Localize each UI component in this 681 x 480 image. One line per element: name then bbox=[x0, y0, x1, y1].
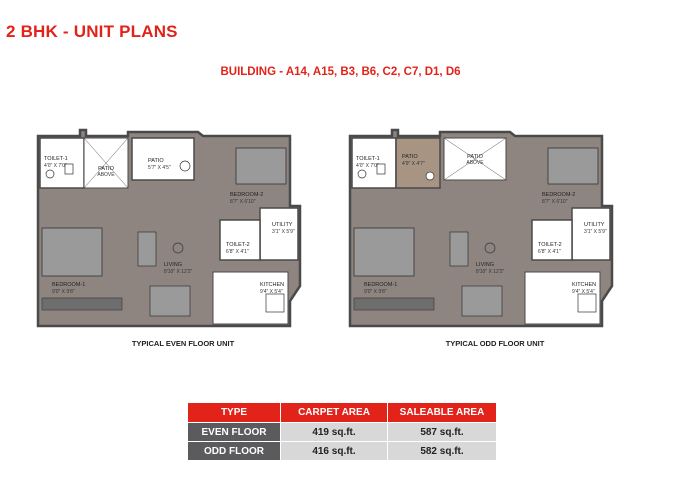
room-label: KITCHEN bbox=[572, 282, 597, 288]
even-floor-caption: TYPICAL EVEN FLOOR UNIT bbox=[131, 339, 235, 348]
bed-icon bbox=[548, 148, 598, 184]
room-dimension: 9'0" X 9'8" bbox=[52, 289, 75, 295]
hob-icon bbox=[578, 294, 596, 312]
room-label: PATIO bbox=[148, 158, 164, 164]
wardrobe-icon bbox=[354, 298, 434, 310]
sofa-icon bbox=[450, 232, 468, 266]
room-label: PATIO bbox=[98, 166, 114, 172]
room-label: BEDROOM-2 bbox=[230, 192, 264, 198]
room-label: UTILITY bbox=[272, 222, 293, 228]
room-dimension: 4'9" X 4'7" bbox=[402, 161, 425, 167]
bed-icon bbox=[42, 228, 102, 276]
hob-icon bbox=[266, 294, 284, 312]
building-subtitle: BUILDING - A14, A15, B3, B6, C2, C7, D1, D6 bbox=[220, 66, 461, 78]
room-label: PATIO bbox=[467, 154, 483, 160]
even-floor-plan bbox=[28, 126, 338, 336]
room-dimension: ABOVE bbox=[97, 172, 115, 178]
row-type: ODD FLOOR bbox=[188, 442, 281, 461]
room-dimension: 4'0" X 7'0" bbox=[44, 163, 67, 169]
room-label: TOILET-1 bbox=[44, 156, 68, 162]
area-table bbox=[187, 402, 497, 461]
room-label: LIVING bbox=[476, 262, 495, 268]
row-type: EVEN FLOOR bbox=[188, 423, 281, 442]
room-label: BEDROOM-2 bbox=[542, 192, 576, 198]
room-label: BEDROOM-1 bbox=[364, 282, 398, 288]
header-carpet-area: CARPET AREA bbox=[281, 403, 388, 423]
room-dimension: 4'0" X 7'0" bbox=[356, 163, 379, 169]
bed-icon bbox=[354, 228, 414, 276]
room-label: LIVING bbox=[164, 262, 183, 268]
room-label: KITCHEN bbox=[260, 282, 285, 288]
room-label: TOILET-1 bbox=[356, 156, 380, 162]
patio-drain-icon bbox=[426, 172, 434, 180]
room-dimension: 5'7" X 4'5" bbox=[148, 165, 171, 171]
room-dimension: 6'8" X 4'1" bbox=[226, 249, 249, 255]
room-dimension: 3'1" X 5'9" bbox=[272, 229, 295, 235]
row-saleable-area: 587 sq.ft. bbox=[388, 423, 497, 442]
room-label: BEDROOM-1 bbox=[52, 282, 86, 288]
dining-table-icon bbox=[462, 286, 502, 316]
room-label: TOILET-2 bbox=[538, 242, 562, 248]
room-dimension: 8'10" X 12'2" bbox=[164, 269, 193, 275]
dining-table-icon bbox=[150, 286, 190, 316]
room-label: UTILITY bbox=[584, 222, 605, 228]
odd-floor-plan bbox=[340, 126, 650, 336]
row-carpet-area: 419 sq.ft. bbox=[281, 423, 388, 442]
room-label: TOILET-2 bbox=[226, 242, 250, 248]
bed-icon bbox=[236, 148, 286, 184]
row-saleable-area: 582 sq.ft. bbox=[388, 442, 497, 461]
room-dimension: 8'7" X 6'10" bbox=[542, 199, 568, 205]
table-header-row bbox=[188, 403, 497, 423]
header-type: TYPE bbox=[188, 403, 281, 423]
room-dimension: 8'10" X 12'2" bbox=[476, 269, 505, 275]
room-dimension: 9'4" X 5'4" bbox=[572, 289, 595, 295]
table-row bbox=[188, 423, 497, 442]
room-dimension: ABOVE bbox=[466, 160, 484, 166]
patio-drain-icon bbox=[180, 161, 190, 171]
page-title: 2 BHK - UNIT PLANS bbox=[6, 22, 178, 41]
header-saleable-area: SALEABLE AREA bbox=[388, 403, 497, 423]
row-carpet-area: 416 sq.ft. bbox=[281, 442, 388, 461]
table-row bbox=[188, 442, 497, 461]
room-dimension: 9'4" X 5'4" bbox=[260, 289, 283, 295]
room-dimension: 8'7" X 6'10" bbox=[230, 199, 256, 205]
sofa-icon bbox=[138, 232, 156, 266]
room-dimension: 9'0" X 9'8" bbox=[364, 289, 387, 295]
room-label: PATIO bbox=[402, 154, 418, 160]
room-dimension: 3'1" X 5'9" bbox=[584, 229, 607, 235]
wardrobe-icon bbox=[42, 298, 122, 310]
odd-floor-caption: TYPICAL ODD FLOOR UNIT bbox=[445, 339, 545, 348]
room-dimension: 6'8" X 4'1" bbox=[538, 249, 561, 255]
